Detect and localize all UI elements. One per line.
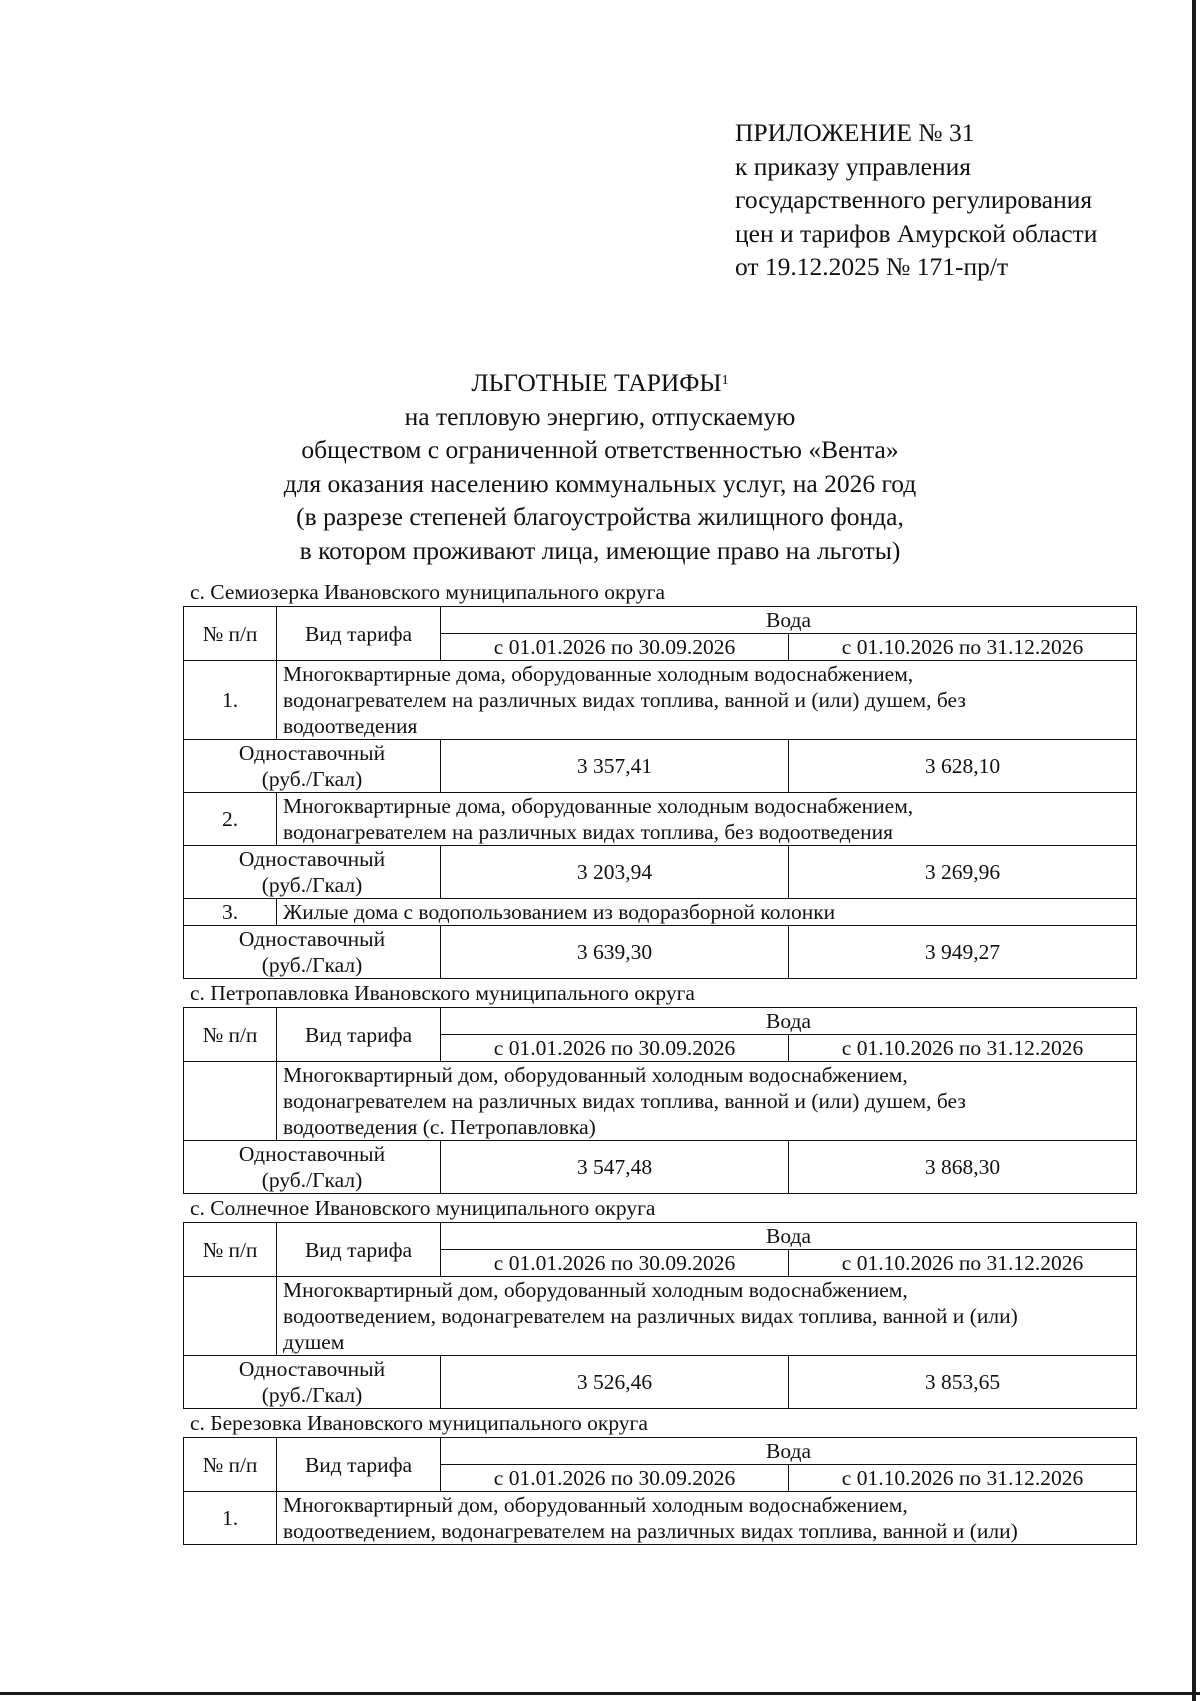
table-header-row bbox=[184, 1008, 1137, 1035]
rate-label-unit: (руб./Гкал) bbox=[261, 873, 363, 897]
title-heading bbox=[100, 366, 1100, 400]
row-number: 1. bbox=[184, 661, 277, 740]
header-type: Вид тарифа bbox=[277, 607, 441, 661]
description-line: водонагревателем на различных видах топлива, ванной и (или) душем, без bbox=[283, 688, 966, 712]
header-group: Вода bbox=[441, 607, 1137, 634]
description-line: Многоквартирный дом, оборудованный холодным водоснабжением, bbox=[283, 1493, 908, 1517]
rate-type-label bbox=[184, 740, 441, 793]
annex-line: ПРИЛОЖЕНИЕ № 31 bbox=[735, 118, 975, 147]
title-heading-text: ЛЬГОТНЫЕ ТАРИФЫ bbox=[471, 368, 722, 397]
description-line: Жилые дома с водопользованием из водоразборной колонки bbox=[283, 900, 836, 924]
tariff-value-period-1: 3 203,94 bbox=[441, 846, 789, 899]
table-header-row bbox=[184, 1223, 1137, 1250]
description-line: Многоквартирные дома, оборудованные холодным водоснабжением, bbox=[283, 662, 914, 686]
description-line: водонагревателем на различных видах топлива, ванной и (или) душем, без bbox=[283, 1089, 966, 1113]
table-row bbox=[184, 1062, 1137, 1141]
table-header-row bbox=[184, 1438, 1137, 1465]
scan-edge-right bbox=[1192, 0, 1196, 1701]
tariff-table bbox=[183, 1007, 1137, 1194]
header-group: Вода bbox=[441, 1008, 1137, 1035]
annex-line: от 19.12.2025 № 171-пр/т bbox=[735, 252, 1009, 281]
rate-label-unit: (руб./Гкал) bbox=[261, 1383, 363, 1407]
locality-title: с. Семиозерка Ивановского муниципального округа bbox=[190, 580, 665, 604]
rate-label-line: Одноставочный bbox=[238, 1142, 386, 1166]
tariff-table bbox=[183, 1222, 1137, 1409]
rate-label-line: Одноставочный bbox=[238, 1357, 386, 1381]
table-row bbox=[184, 661, 1137, 740]
row-number: 3. bbox=[184, 899, 277, 926]
header-group: Вода bbox=[441, 1223, 1137, 1250]
description-line: Многоквартирный дом, оборудованный холодным водоснабжением, bbox=[283, 1063, 908, 1087]
locality-title: с. Петропавловка Ивановского муниципального округа bbox=[190, 981, 695, 1005]
header-period-1: с 01.01.2026 по 30.09.2026 bbox=[441, 1035, 789, 1062]
tariff-value-period-2: 3 628,10 bbox=[789, 740, 1137, 793]
title-line: на тепловую энергию, отпускаемую bbox=[404, 401, 796, 431]
description-line: водоотведения bbox=[283, 714, 418, 738]
dwelling-description bbox=[277, 661, 1137, 740]
description-line: Многоквартирный дом, оборудованный холодным водоснабжением, bbox=[283, 1278, 908, 1302]
tariff-value-period-1: 3 547,48 bbox=[441, 1141, 789, 1194]
header-num: № п/п bbox=[184, 607, 277, 661]
locality-title: с. Березовка Ивановского муниципального округа bbox=[190, 1411, 648, 1435]
annex-header bbox=[735, 116, 1097, 284]
header-period-2: с 01.10.2026 по 31.12.2026 bbox=[789, 1465, 1137, 1492]
table-row bbox=[184, 1277, 1137, 1356]
table-header-row bbox=[184, 607, 1137, 634]
header-type: Вид тарифа bbox=[277, 1008, 441, 1062]
rate-label-line: Одноставочный bbox=[238, 741, 386, 765]
document-title bbox=[100, 366, 1100, 567]
title-line: для оказания населению коммунальных услуг, на 2026 год bbox=[283, 468, 917, 498]
description-line: водоотведения (с. Петропавловка) bbox=[283, 1115, 596, 1139]
table-row bbox=[184, 793, 1137, 846]
row-number: 1. bbox=[184, 1492, 277, 1545]
tariff-tables bbox=[183, 578, 1136, 1545]
table-row bbox=[184, 1492, 1137, 1545]
rate-type-label bbox=[184, 1356, 441, 1409]
rate-label-unit: (руб./Гкал) bbox=[261, 953, 363, 977]
header-period-2: с 01.10.2026 по 31.12.2026 bbox=[789, 634, 1137, 661]
rate-type-label bbox=[184, 926, 441, 979]
tariff-value-period-2: 3 269,96 bbox=[789, 846, 1137, 899]
tariff-table bbox=[183, 1437, 1137, 1545]
header-group: Вода bbox=[441, 1438, 1137, 1465]
table-row bbox=[184, 899, 1137, 926]
header-period-2: с 01.10.2026 по 31.12.2026 bbox=[789, 1250, 1137, 1277]
rate-row bbox=[184, 740, 1137, 793]
header-type: Вид тарифа bbox=[277, 1223, 441, 1277]
rate-row bbox=[184, 1356, 1137, 1409]
header-period-1: с 01.01.2026 по 30.09.2026 bbox=[441, 634, 789, 661]
locality-title: с. Солнечное Ивановского муниципального округа bbox=[190, 1196, 656, 1220]
tariff-value-period-1: 3 526,46 bbox=[441, 1356, 789, 1409]
header-num: № п/п bbox=[184, 1438, 277, 1492]
footnote-mark: 1 bbox=[721, 373, 729, 388]
annex-line: государственного регулирования bbox=[735, 185, 1093, 214]
header-type: Вид тарифа bbox=[277, 1438, 441, 1492]
dwelling-description bbox=[277, 1277, 1137, 1356]
dwelling-description bbox=[277, 1492, 1137, 1545]
row-number bbox=[184, 1062, 277, 1141]
rate-type-label bbox=[184, 1141, 441, 1194]
annex-line: к приказу управления bbox=[735, 151, 972, 181]
rate-label-line: Одноставочный bbox=[238, 847, 386, 871]
tariff-value-period-1: 3 639,30 bbox=[441, 926, 789, 979]
scan-edge-bottom bbox=[0, 1692, 1200, 1695]
title-line: (в разрезе степеней благоустройства жилищного фонда, bbox=[296, 502, 904, 531]
description-line: водоотведением, водонагревателем на различных видах топлива, ванной и (или) bbox=[283, 1304, 1018, 1328]
rate-label-line: Одноставочный bbox=[238, 927, 386, 951]
tariff-value-period-2: 3 853,65 bbox=[789, 1356, 1137, 1409]
dwelling-description bbox=[277, 899, 1137, 926]
dwelling-description bbox=[277, 793, 1137, 846]
tariff-table bbox=[183, 606, 1137, 979]
header-period-1: с 01.01.2026 по 30.09.2026 bbox=[441, 1250, 789, 1277]
description-line: душем bbox=[283, 1330, 345, 1354]
header-num: № п/п bbox=[184, 1223, 277, 1277]
header-num: № п/п bbox=[184, 1008, 277, 1062]
description-line: Многоквартирные дома, оборудованные холодным водоснабжением, bbox=[283, 794, 914, 818]
tariff-value-period-2: 3 949,27 bbox=[789, 926, 1137, 979]
rate-label-unit: (руб./Гкал) bbox=[261, 767, 363, 791]
row-number bbox=[184, 1277, 277, 1356]
title-line: обществом с ограниченной ответственностью «Вента» bbox=[301, 435, 899, 464]
description-line: водоотведением, водонагревателем на различных видах топлива, ванной и (или) bbox=[283, 1519, 1018, 1543]
title-line: в котором проживают лица, имеющие право на льготы) bbox=[299, 535, 901, 565]
description-line: водонагревателем на различных видах топлива, без водоотведения bbox=[283, 820, 894, 844]
rate-type-label bbox=[184, 846, 441, 899]
rate-row bbox=[184, 1141, 1137, 1194]
rate-row bbox=[184, 846, 1137, 899]
row-number: 2. bbox=[184, 793, 277, 846]
dwelling-description bbox=[277, 1062, 1137, 1141]
annex-line: цен и тарифов Амурской области bbox=[735, 218, 1098, 248]
rate-row bbox=[184, 926, 1137, 979]
tariff-value-period-1: 3 357,41 bbox=[441, 740, 789, 793]
rate-label-unit: (руб./Гкал) bbox=[261, 1168, 363, 1192]
tariff-value-period-2: 3 868,30 bbox=[789, 1141, 1137, 1194]
header-period-1: с 01.01.2026 по 30.09.2026 bbox=[441, 1465, 789, 1492]
header-period-2: с 01.10.2026 по 31.12.2026 bbox=[789, 1035, 1137, 1062]
